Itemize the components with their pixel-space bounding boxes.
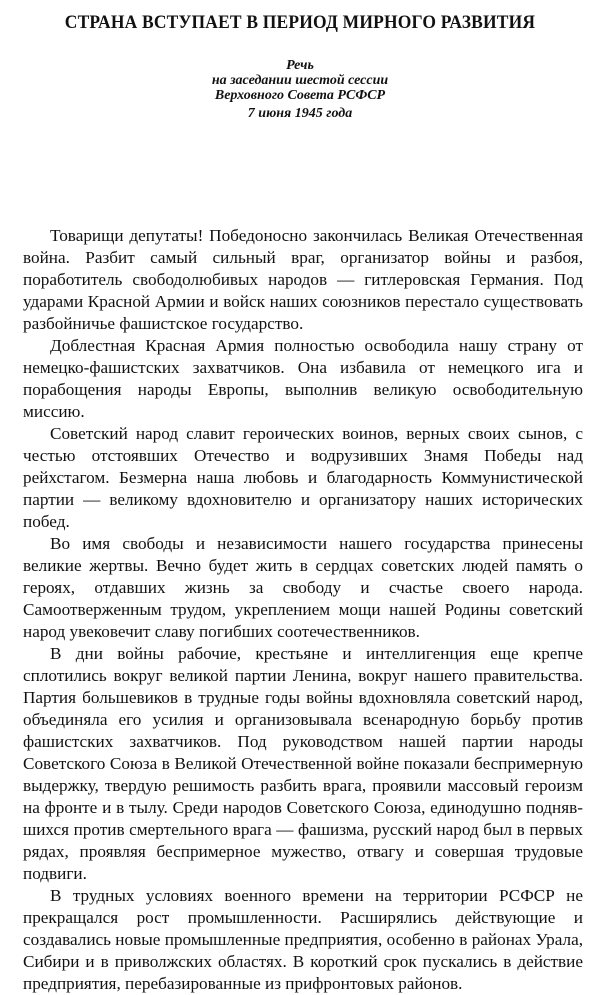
- subtitle-speech-label: Речь: [286, 58, 314, 73]
- paragraph: Советский народ славит героических воинов, верных своих сынов, с честью отстоявших Отечество и водрузивших Знамя Победы над рейхстагом. Безмерна наша любовь и благодарность Коммунистической партии — великому вдохновителю и организатору наших исторических побед.: [23, 424, 583, 531]
- speech-subtitle: [0, 58, 600, 121]
- speech-body: [23, 225, 583, 995]
- paragraph: В дни войны рабочие, крестьяне и интеллигенция еще крепче сплотились вокруг великой партии Ленина, вокруг нашего правительства. Партия большевиков в трудные годы войны вдохновляла советский народ, объединяла его усилия и организовывала всенародную борьбу против фашистских захватчиков. Под руководством нашей партии народы Советского Союза в Великой Отечественной войне показали беспримерную выдержку, твердую решимость разбить врага, проявили массовый героизм на фронте и в тылу. Среди народов Советского Союза, единодушно поднявшихся против смертельного врага — фашизма, русский народ был в первых рядах, проявляя беспримерное мужество, отвагу и совершая трудовые подвиги.: [23, 644, 583, 883]
- subtitle-council: Верховного Совета РСФСР: [214, 88, 386, 103]
- paragraph: Доблестная Красная Армия полностью освободила нашу страну от немецко-фашистских захватчиков. Она избавила от немецкого ига и порабощения народы Европы, выполнив великую освободительную миссию.: [23, 336, 583, 421]
- subtitle-session: на заседании шестой сессии: [211, 73, 389, 88]
- paragraph: Во имя свободы и независимости нашего государства принесены великие жертвы. Вечно будет жить в сердцах советских людей память о героях, отдавших жизнь за свободу и счастье своего народа. Самоотверженным трудом, укреплением мощи нашей Родины советский народ увековечит славу погибших соотечественников.: [23, 534, 583, 641]
- paragraph: В трудных условиях военного времени на территории РСФСР не прекращался рост промышленности. Расширялись действующие и создавались новые промышленные предприятия, особенно в районах Урала, Сибири и в приволжских областях. В короткий срок пускались в действие предприятия, перебазированные из прифронтовых районов.: [23, 886, 583, 993]
- page-title: СТРАНА ВСТУПАЕТ В ПЕРИОД МИРНОГО РАЗВИТИЯ: [64, 12, 536, 33]
- paragraph: Товарищи депутаты! Победоносно закончилась Великая Отечественная война. Разбит самый сильный враг, организатор войны и разбоя, поработитель свободолюбивых народов — гитлеровская Германия. Под ударами Красной Армии и войск наших союзников перестало существовать разбойничье фашистское государство.: [23, 226, 583, 333]
- subtitle-date: 7 июня 1945 года: [247, 106, 353, 121]
